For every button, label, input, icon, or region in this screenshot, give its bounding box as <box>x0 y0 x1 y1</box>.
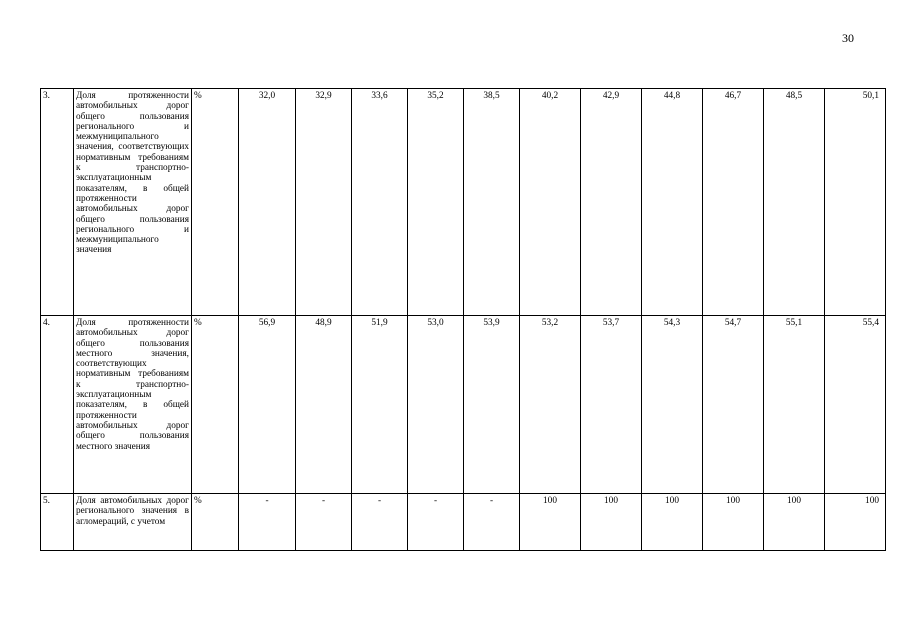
value-cell: 44,8 <box>642 89 703 316</box>
indicator-name <box>74 494 192 551</box>
indicator-name <box>74 316 192 494</box>
value-cell: 35,2 <box>408 89 464 316</box>
value-cell: 46,7 <box>703 89 764 316</box>
indicator-name <box>74 89 192 316</box>
value-cell: 54,7 <box>703 316 764 494</box>
value-cell: 50,1 <box>825 89 886 316</box>
value-cell: - <box>408 494 464 551</box>
unit-cell: % <box>192 89 239 316</box>
value-cell: 54,3 <box>642 316 703 494</box>
value-cell: 53,2 <box>520 316 581 494</box>
value-cell: 48,5 <box>764 89 825 316</box>
value-cell: 100 <box>825 494 886 551</box>
value-cell: 100 <box>581 494 642 551</box>
table-row <box>41 494 886 551</box>
value-cell: 38,5 <box>464 89 520 316</box>
value-cell: 100 <box>642 494 703 551</box>
value-cell: - <box>296 494 352 551</box>
value-cell: 100 <box>703 494 764 551</box>
value-cell: 51,9 <box>352 316 408 494</box>
table-row <box>41 89 886 316</box>
row-number: 5. <box>41 494 74 551</box>
row-number: 3. <box>41 89 74 316</box>
value-cell: 55,4 <box>825 316 886 494</box>
value-cell: - <box>352 494 408 551</box>
value-cell: 53,7 <box>581 316 642 494</box>
value-cell: 100 <box>764 494 825 551</box>
value-cell: 53,0 <box>408 316 464 494</box>
row-number: 4. <box>41 316 74 494</box>
unit-cell: % <box>192 494 239 551</box>
value-cell: 55,1 <box>764 316 825 494</box>
unit-cell: % <box>192 316 239 494</box>
value-cell: 40,2 <box>520 89 581 316</box>
value-cell: - <box>239 494 296 551</box>
value-cell: 33,6 <box>352 89 408 316</box>
value-cell: 53,9 <box>464 316 520 494</box>
table-row <box>41 316 886 494</box>
indicator-name-text: Доля протяженности автомобильных дорог общего пользования местного значения, соответствующих нормативным требованиям к транспортно-эксплуатационным показателям, в общей протяженности автомобильных дорог общего пользования местного значения <box>76 318 189 452</box>
value-cell: - <box>464 494 520 551</box>
value-cell: 48,9 <box>296 316 352 494</box>
value-cell: 42,9 <box>581 89 642 316</box>
indicator-name-text: Доля протяженности автомобильных дорог общего пользования регионального и межмуниципального значения, соответствующих нормативным требованиям к транспортно-эксплуатационным показателям, в общей протяженности автомобильных дорог общего пользования регионального и межмуниципального значения <box>76 91 189 256</box>
indicator-name-text: Доля автомобильных дорог регионального значения в агломераций, с учетом <box>76 496 189 527</box>
value-cell: 32,0 <box>239 89 296 316</box>
indicators-table <box>40 88 886 551</box>
value-cell: 56,9 <box>239 316 296 494</box>
value-cell: 32,9 <box>296 89 352 316</box>
page-number: 30 <box>842 31 854 45</box>
value-cell: 100 <box>520 494 581 551</box>
